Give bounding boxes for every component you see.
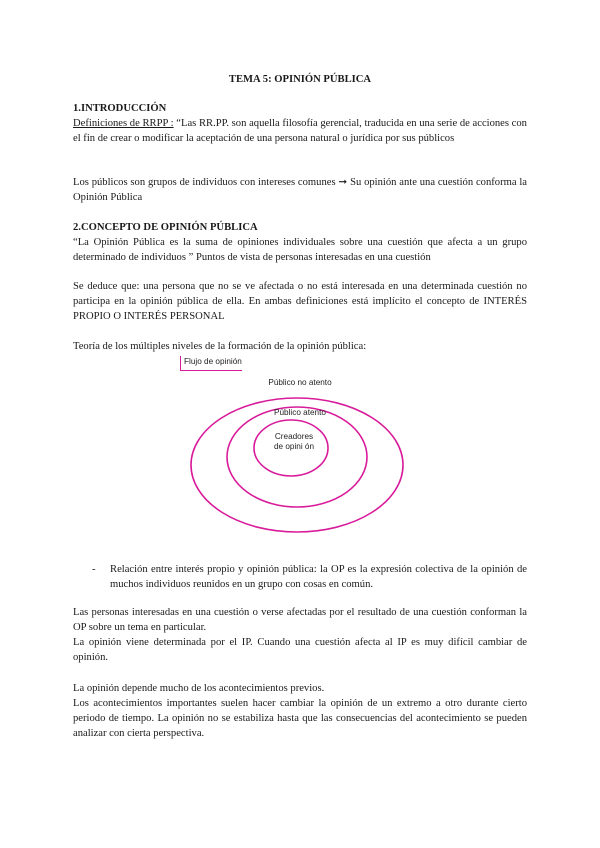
deduce-paragraph: Se deduce que: una persona que no se ve afectada o no está interesada en una determinada cuestión no participa en la opinión pública de ella. En ambas definiciones está implícito el concepto de INTERÉS PROPIO O INTERÉS PERSONAL xyxy=(73,281,527,322)
section-heading-concepto: 2.CONCEPTO DE OPINIÓN PÚBLICA xyxy=(73,222,258,233)
section-concepto xyxy=(73,221,527,266)
paragraph-acontecimientos-importantes: Los acontecimientos importantes suelen hacer cambiar la opinión de un extremo a otro durante cierto periodo de tiempo. La opinión no se estabiliza hasta que las consecuencias del acontecimiento se pueden analizar con cierta perspectiva. xyxy=(73,698,527,739)
paragraph-acontecimientos-previos: La opinión depende mucho de los acontecimientos previos. xyxy=(73,683,325,694)
middle-ring xyxy=(227,407,367,507)
paragraph-op-conform: Las personas interesadas en una cuestión o verse afectadas por el resultado de una cuestión conforman la OP sobre un tema en particular. xyxy=(73,607,527,633)
definition-paragraph xyxy=(73,117,527,147)
section-introduccion xyxy=(73,102,527,147)
section-heading-introduccion: 1.INTRODUCCIÓN xyxy=(73,103,167,114)
outer-ring xyxy=(191,398,403,532)
flow-label: Flujo de opinión xyxy=(180,356,242,371)
middle-ring-label: Público atento xyxy=(274,408,326,417)
definition-quote: “La Opinión Pública es la suma de opiniones individuales sobre una cuestión que afecta a un grupo determinado de individuos ” Puntos de vista de personas interesadas en una cuestión xyxy=(73,236,527,263)
inner-ring-label-1: Creadores xyxy=(274,432,314,441)
bullet-marker: - xyxy=(92,564,96,575)
document-title: TEMA 5: OPINIÓN PÚBLICA xyxy=(228,74,372,85)
definition-text: “Las RR.PP. son aquella filosofía gerencial, traducida en una serie de acciones con el fin de crear o modificar la aceptación de una persona natural o jurídica por sus públicos xyxy=(73,117,527,144)
definition-label: Definiciones de RRPP : xyxy=(73,117,174,129)
teoria-paragraph: Teoría de los múltiples niveles de la formación de la opinión pública: xyxy=(73,341,367,352)
inner-ring-label-2: de opini ón xyxy=(273,442,315,451)
paragraph-ip: La opinión viene determinada por el IP. Cuando una cuestión afecta al IP es muy difícil cambiar de opinión. xyxy=(73,637,527,663)
publicos-paragraph: Los públicos son grupos de individuos con intereses comunes ➞ Su opinión ante una cuestión conforma la Opinión Pública xyxy=(73,177,527,203)
opinion-levels-diagram xyxy=(180,356,420,536)
outer-ring-label: Público no atento xyxy=(268,378,332,387)
bullet-text: Relación entre interés propio y opinión pública: la OP es la expresión colectiva de la opinión de muchos individuos reunidos en un grupo con cosas en común. xyxy=(110,564,527,590)
